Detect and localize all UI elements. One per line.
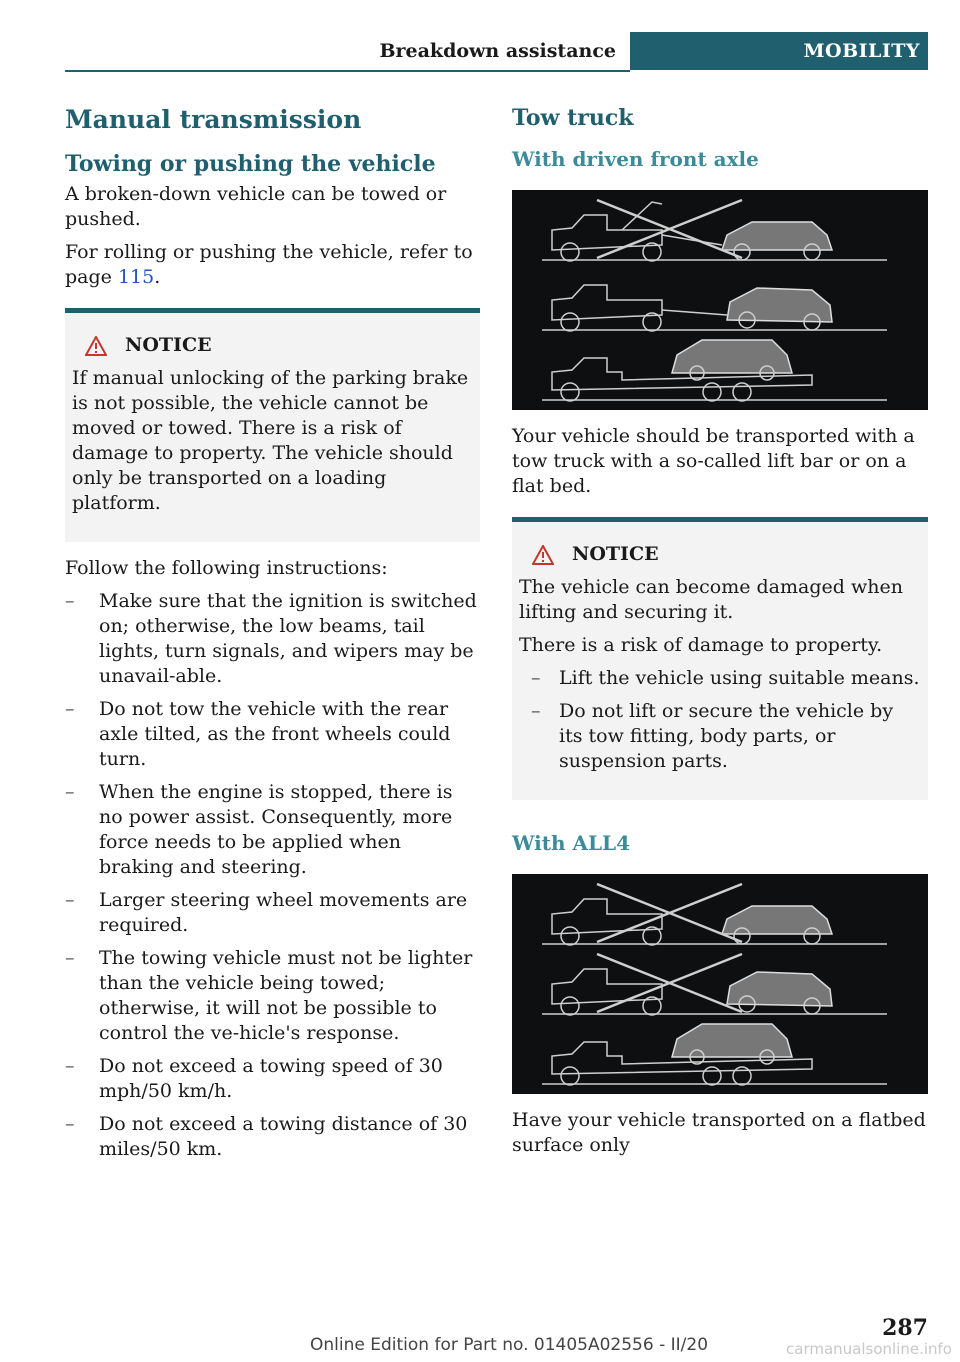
list-item: – Do not exceed a towing distance of 30 miles/50 km. (65, 1112, 480, 1162)
subsection-heading: With ALL4 (512, 831, 631, 855)
notice-text: If manual unlocking of the parking brake is not possible, the vehicle cannot be moved or towed. There is a risk of damage to property. The vehicle should only be transported on a loading platform. (72, 367, 469, 514)
header-chapter-tab: MOBILITY (630, 32, 928, 70)
notice-heading (72, 333, 472, 358)
list-item: – Do not exceed a towing speed of 30 mph/50 km/h. (65, 1054, 480, 1104)
watermark: carmanualsonline.info (786, 1340, 952, 1358)
notice-text: The vehicle can become damaged when lifting and securing it. (519, 576, 903, 623)
paragraph: A broken-down vehicle can be towed or pushed. (65, 183, 447, 230)
notice-box (512, 517, 928, 800)
paragraph: Have your vehicle transported on a flatbed surface only (512, 1109, 926, 1156)
section-heading: Tow truck (512, 105, 634, 131)
text: For rolling or pushing the vehicle, refer to page (65, 241, 473, 288)
list-item: – The towing vehicle must not be lighter than the vehicle being towed; otherwise, it will not be possible to control the ve‐hicle's response. (65, 946, 480, 1046)
subsection-heading: With driven front axle (512, 147, 759, 171)
notice-heading (519, 542, 920, 567)
page-link[interactable]: 115 (117, 266, 155, 288)
notice-text: There is a risk of damage to property. (519, 634, 883, 656)
left-column (65, 104, 480, 1170)
list-item: – Larger steering wheel movements are required. (65, 888, 480, 938)
notice-list (519, 666, 920, 774)
header-rule (65, 32, 630, 72)
right-column (512, 104, 928, 1166)
notice-title: NOTICE (572, 543, 659, 565)
instructions-intro: Follow the following instructions: (65, 557, 388, 579)
notice-box (65, 308, 480, 542)
list-item: – Lift the vehicle using suitable means. (519, 666, 920, 691)
paragraph: Your vehicle should be transported with a tow truck with a so-called lift bar or on a flat bed. (512, 425, 915, 497)
page-number: 287 (882, 1315, 928, 1341)
edition-note: Online Edition for Part no. 01405A02556 - II/20 (310, 1335, 709, 1355)
section-heading: Manual transmission (65, 105, 362, 134)
text: . (154, 266, 161, 288)
subsection-heading: Towing or pushing the vehicle (65, 151, 436, 177)
notice-title: NOTICE (125, 334, 212, 356)
list-item: – Do not tow the vehicle with the rear axle tilted, as the front wheels could turn. (65, 697, 480, 772)
list-item: – When the engine is stopped, there is no power assist. Consequently, more force needs to be applied when braking and steering. (65, 780, 480, 880)
paragraph-with-link (65, 240, 480, 290)
list-item: – Make sure that the ignition is switched on; otherwise, the low beams, tail lights, turn signals, and wipers may be unavail‐able. (65, 589, 480, 689)
header-section-title: Breakdown assistance (379, 40, 616, 62)
instruction-list (65, 589, 480, 1162)
tow-truck-illustration-front-axle (512, 190, 928, 410)
tow-truck-illustration-all4 (512, 874, 928, 1094)
warning-icon (532, 545, 554, 565)
list-item: – Do not lift or secure the vehicle by its tow fitting, body parts, or suspension parts. (519, 699, 920, 774)
warning-icon (85, 336, 107, 356)
page-header (65, 32, 928, 70)
